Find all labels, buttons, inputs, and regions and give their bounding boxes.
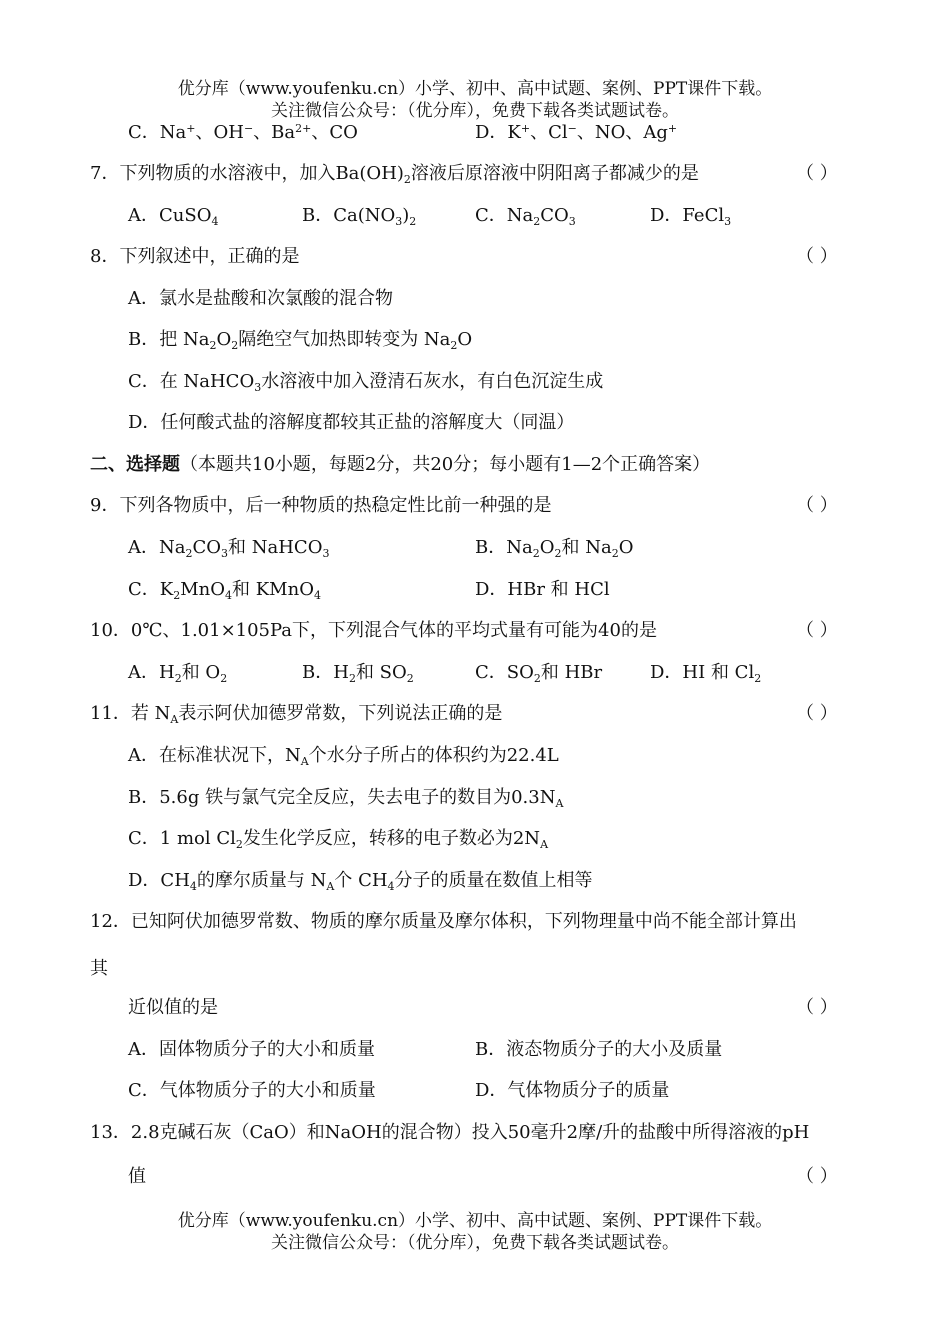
q6-option-c: C．Na+、OH−、$Ba^{2+}$、CO (128, 122, 358, 143)
q8-option-c: C．在 NaHCO$_3$水溶液中加入澄清石灰水，有白色沉淀生成 (128, 371, 604, 394)
q7-stem: 7．下列物质的水溶液中，加入$Ba(OH)_2$溶液后原溶液中阴阳离子都减少的是 (90, 163, 699, 186)
header-line-2: 关注微信公众号：（优分库），免费下载各类试题试卷。 (271, 101, 679, 121)
q11-option-a: A．在标准状况下，$N_A$个水分子所占的体积约为22.4L (128, 745, 559, 768)
q13-stem-line-2: 值 (128, 1166, 146, 1187)
q7-answer-paren: （ ） (796, 163, 838, 184)
q8-option-a: A．氯水是盐酸和次氯酸的混合物 (128, 288, 393, 309)
q10-option-a: A．$H_2$和 $O_2$ (128, 662, 228, 685)
q10-stem: 10．0℃、1.01×105Pa下，下列混合气体的平均式量有可能为40的是 (90, 620, 657, 641)
q12-stem-line-1: 12．已知阿伏加德罗常数、物质的摩尔质量及摩尔体积，下列物理量中尚不能全部计算出 (90, 911, 797, 932)
q7-option-c: C．$Na_2CO_3$ (475, 205, 576, 228)
q11-option-d: D．$CH_4$的摩尔质量与 $N_A$个 $CH_4$分子的质量在数值上相等 (128, 870, 593, 893)
q9-option-c: C．$K_2MnO_4$和 KMnO$_4$ (128, 579, 321, 602)
q12-option-a: A．固体物质分子的大小和质量 (128, 1039, 375, 1060)
q12-answer-paren: （ ） (796, 997, 838, 1018)
section-2-heading: 二、选择题（本题共10小题，每题2分，共20分；每小题有1—2个正确答案） (90, 454, 711, 475)
footer-line-1: 优分库（www.youfenku.cn）小学、初中、高中试题、案例、PPT课件下载。 (177, 1211, 773, 1231)
q11-option-c: C．1 mol $Cl_2$发生化学反应，转移的电子数必为$2N_A$ (128, 828, 549, 851)
header-line-1: 优分库（www.youfenku.cn）小学、初中、高中试题、案例、PPT课件下载。 (177, 79, 773, 99)
q10-option-b: B．$H_2$和 $SO_2$ (302, 662, 414, 685)
q12-option-b: B．液态物质分子的大小及质量 (475, 1039, 723, 1060)
q10-option-c: C．$SO_2$和 HBr (475, 662, 603, 685)
q8-option-b: B．把 $Na_2O_2$隔绝空气加热即转变为 $Na_2O$ (128, 329, 473, 352)
q9-option-a: A．$Na_2CO_3$和 NaHCO$_3$ (128, 537, 330, 560)
q9-option-d: D．HBr 和 HCl (475, 579, 610, 600)
q9-answer-paren: （ ） (796, 495, 838, 516)
q13-stem-line-1: 13．2.8克碱石灰（CaO）和NaOH的混合物）投入50毫升2摩/升的盐酸中所得溶液的pH (90, 1122, 810, 1143)
q10-option-d: D．HI 和 $Cl_2$ (650, 662, 762, 685)
q10-answer-paren: （ ） (796, 620, 838, 641)
q12-option-c: C．气体物质分子的大小和质量 (128, 1080, 376, 1101)
q12-stem-line-3: 近似值的是 (128, 997, 218, 1018)
q12-stem-line-2: 其 (90, 958, 108, 979)
q11-stem: 11．若 $N_A$表示阿伏加德罗常数，下列说法正确的是 (90, 703, 503, 726)
q6-option-d: D．K+、Cl−、NO、Ag+ (475, 122, 678, 143)
footer-line-2: 关注微信公众号：（优分库），免费下载各类试题试卷。 (271, 1233, 679, 1253)
q9-option-b: B．$Na_2O_2$和 $Na_2O$ (475, 537, 634, 560)
q7-option-d: D．FeCl$_3$ (650, 205, 732, 228)
q11-option-b: B．5.6g 铁与氯气完全反应，失去电子的数目为$0.3N_A$ (128, 787, 564, 810)
q13-answer-paren: （ ） (796, 1166, 838, 1187)
q8-answer-paren: （ ） (796, 246, 838, 267)
q8-stem: 8．下列叙述中，正确的是 (90, 246, 300, 267)
q7-option-a: A．CuSO$_4$ (128, 205, 219, 228)
q8-option-d: D．任何酸式盐的溶解度都较其正盐的溶解度大（同温） (128, 412, 575, 433)
q9-stem: 9．下列各物质中，后一种物质的热稳定性比前一种强的是 (90, 495, 552, 516)
q12-option-d: D．气体物质分子的质量 (475, 1080, 670, 1101)
q7-option-b: B．$Ca(NO_3)_2$ (302, 205, 417, 228)
q11-answer-paren: （ ） (796, 703, 838, 724)
